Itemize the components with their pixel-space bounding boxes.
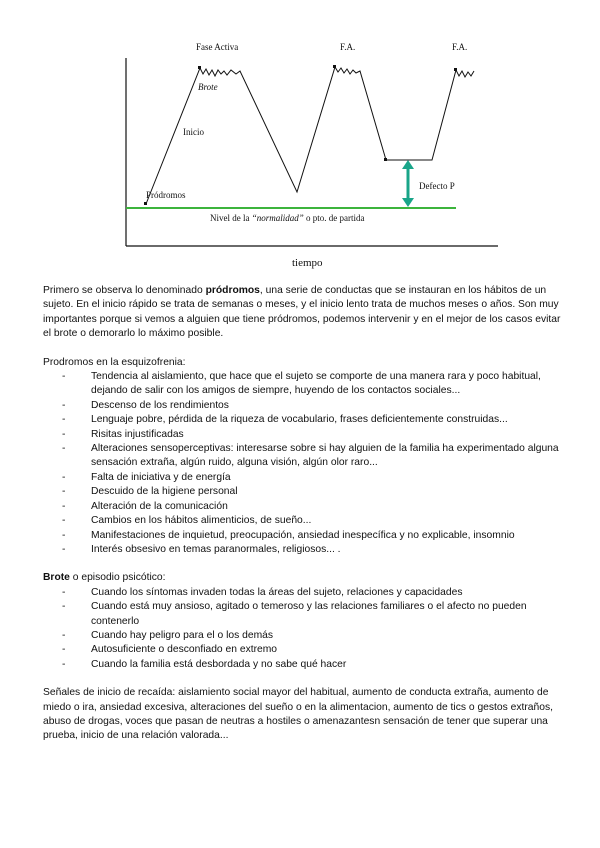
defect-arrow-head-up bbox=[402, 160, 414, 169]
list-item: - Manifestaciones de inquietud, preocupación, ansiedad inespecífica y no explicable, insomnio bbox=[62, 529, 515, 541]
list-item: - Autosuficiente o desconfiado en extremo bbox=[62, 644, 278, 656]
list-item: - Tendencia al aislamiento, que hace que el sujeto se comporte de una manera rara y poco habitual, dejando de salir con los amigos de siempre, huyendo de los contactos sociales... bbox=[62, 371, 541, 397]
list-item: - Alteración de la comunicación bbox=[62, 500, 228, 512]
defect-arrow-head-down bbox=[402, 198, 414, 207]
label-normalidad: Nivel de la “normalidad” o pto. de partida bbox=[210, 213, 365, 223]
document-body bbox=[43, 284, 563, 744]
recaida-paragraph: Señales de inicio de recaída: aislamiento social mayor del habitual, aumento de conducta extraña, aumento de miedo o ira, ansiedad excesiva, alteraciones del sueño o en la alimentacion, aumento de tics o gestos extraños, abuso de drogas, voces que pasan de neutras a hostiles o amenazantesn sensación de tener que superar una prueba, inicio de una relación valorada... bbox=[43, 687, 553, 742]
label-defecto: Defecto P bbox=[419, 181, 455, 191]
list-item: - Cuando hay peligro para el o los demás bbox=[62, 629, 274, 641]
prodromos-heading: Prodromos en la esquizofrenia: bbox=[43, 356, 186, 368]
marker-defect bbox=[384, 158, 387, 161]
list-item: - Descenso de los rendimientos bbox=[62, 399, 229, 411]
list-item: - Risitas injustificadas bbox=[62, 428, 184, 440]
list-item: - Cuando está muy ansioso, agitado o temeroso y las relaciones familiares o el afecto no pueden contenerlo bbox=[62, 601, 527, 627]
label-prodromos: Pródromos bbox=[146, 190, 186, 200]
brote-list bbox=[43, 586, 563, 672]
marker-peak-1 bbox=[198, 66, 201, 69]
list-item: - Descuido de la higiene personal bbox=[62, 486, 238, 498]
list-item: - Cuando los síntomas invaden todas la áreas del sujeto, relaciones y capacidades bbox=[62, 586, 463, 598]
marker-peak-3 bbox=[454, 68, 457, 71]
brote-heading: Brote o episodio psicótico: bbox=[43, 572, 166, 584]
list-item: - Interés obsesivo en temas paranormales, religiosos... . bbox=[62, 543, 341, 555]
course-diagram bbox=[0, 0, 600, 278]
prodromos-list bbox=[43, 370, 563, 557]
intro-paragraph: Primero se observa lo denominado pródromos, una serie de conductas que se instauran en los hábitos de un sujeto. En el inicio rápido se trata de semanas o meses, y el inicio lento trata de muchos meses o años. Son muy importantes porque si vemos a alguien que tiene pródromos, podemos intervenir y en el mejor de los casos evitar el brote o demorarlo lo máximo posible. bbox=[43, 285, 561, 340]
list-item: - Falta de iniciativa y de energía bbox=[62, 471, 231, 483]
marker-peak-2 bbox=[333, 65, 336, 68]
label-tiempo: tiempo bbox=[292, 257, 323, 269]
list-item: - Cambios en los hábitos alimenticios, de sueño... bbox=[62, 515, 312, 527]
label-brote: Brote bbox=[198, 82, 218, 92]
label-fa-2: F.A. bbox=[452, 42, 468, 52]
list-item: - Cuando la familia está desbordada y no sabe qué hacer bbox=[62, 658, 347, 670]
label-fase-activa: Fase Activa bbox=[196, 42, 239, 52]
marker-prodromos bbox=[144, 202, 147, 205]
label-fa-1: F.A. bbox=[340, 42, 356, 52]
label-inicio: Inicio bbox=[183, 127, 204, 137]
list-item: - Alteraciones sensoperceptivas: interesarse sobre si hay alguien de la familia ha experimentado alguna sensación extraña, algún ruido, alguna visión, algún olor raro... bbox=[62, 443, 559, 469]
list-item: - Lenguaje pobre, pérdida de la riqueza de vocabulario, frases deficientemente construidas... bbox=[62, 414, 508, 426]
